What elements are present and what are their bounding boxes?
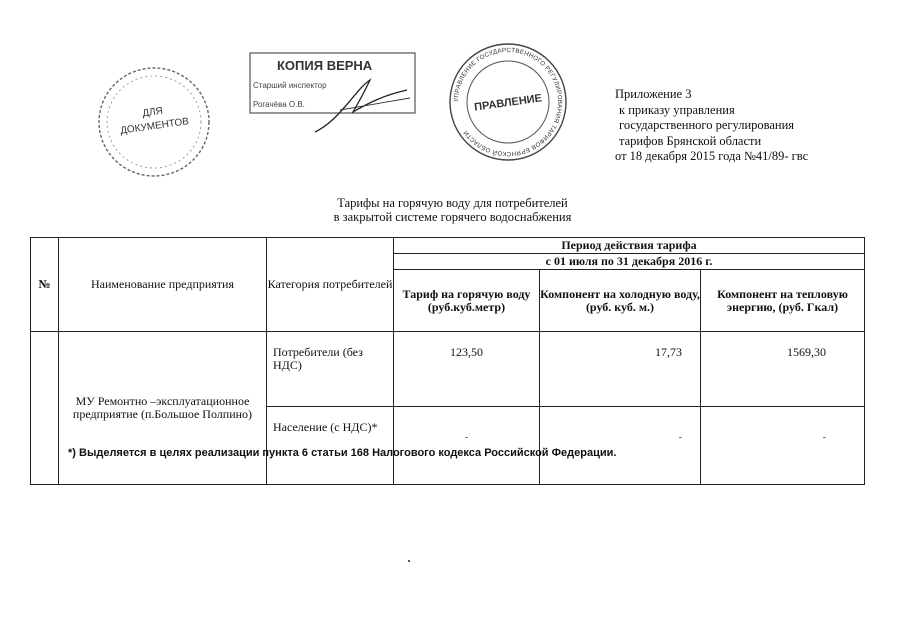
category-cell: Население (с НДС)* — [267, 407, 394, 485]
stamp-position: Старший инспектор — [253, 81, 327, 90]
title-line-1: Тарифы на горячую воду для потребителей — [337, 196, 568, 210]
stamp-person: Рогачёва О.В. — [253, 100, 305, 109]
footnote: *) Выделяется в целях реализации пункта 6 статьи 168 Налогового кодекса Российской Федерации. — [68, 447, 617, 459]
certified-copy-stamp — [245, 50, 425, 145]
heat-energy-value: 1569,30 — [701, 332, 865, 407]
row-num — [31, 332, 59, 485]
cold-water-value: 17,73 — [540, 332, 701, 407]
category-cell: Потребители (без НДС) — [267, 332, 394, 407]
stamp-heading: КОПИЯ ВЕРНА — [277, 58, 373, 73]
header-cold-water-component: Компонент на холодную воду, (руб. куб. м.) — [540, 270, 701, 332]
enterprise-name: МУ Ремонтно –эксплуатационное предприятие (п.Большое Полпино) — [59, 332, 267, 485]
heat-energy-value: - — [701, 407, 865, 485]
scan-artifact-dot — [408, 560, 410, 562]
header-hot-water-tariff: Тариф на горячую воду (руб.куб.метр) — [394, 270, 540, 332]
appendix-line-5: от 18 декабря 2015 года №41/89- гвс — [615, 149, 809, 163]
appendix-line-1: Приложение 3 — [615, 87, 692, 101]
appendix-line-3: государственного регулирования — [619, 118, 795, 132]
table-row — [31, 332, 865, 407]
header-heat-component: Компонент на тепловую энергию, (руб. Гкал) — [701, 270, 865, 332]
seal-ring-text: УПРАВЛЕНИЕ ГОСУДАРСТВЕННОГО РЕГУЛИРОВАНИЯ ТАРИФОВ БРЯНСКОЙ ОБЛАСТИ — [452, 46, 564, 158]
appendix-block — [615, 87, 808, 165]
header-category: Категория потребителей — [267, 238, 394, 332]
header-num: № — [31, 238, 59, 332]
header-period: Период действия тарифа — [394, 238, 865, 254]
document-title — [0, 196, 905, 224]
appendix-line-4: тарифов Брянской области — [619, 133, 762, 148]
hot-water-tariff-value: 123,50 — [394, 332, 540, 407]
header-enterprise: Наименование предприятия — [59, 238, 267, 332]
document-stamp-circle — [92, 62, 222, 182]
seal-center-text: ПРАВЛЕНИЕ — [473, 92, 543, 114]
title-line-2: в закрытой системе горячего водоснабжения — [333, 210, 572, 224]
stamp-text-line2: ДОКУМЕНТОВ — [119, 116, 190, 137]
hot-water-tariff-value: - — [394, 407, 540, 485]
official-seal — [444, 38, 574, 168]
stamp-text-line1: ДЛЯ — [141, 105, 164, 120]
cold-water-value: - — [540, 407, 701, 485]
appendix-line-2: к приказу управления — [619, 102, 735, 117]
header-period-range: с 01 июля по 31 декабря 2016 г. — [394, 254, 865, 270]
